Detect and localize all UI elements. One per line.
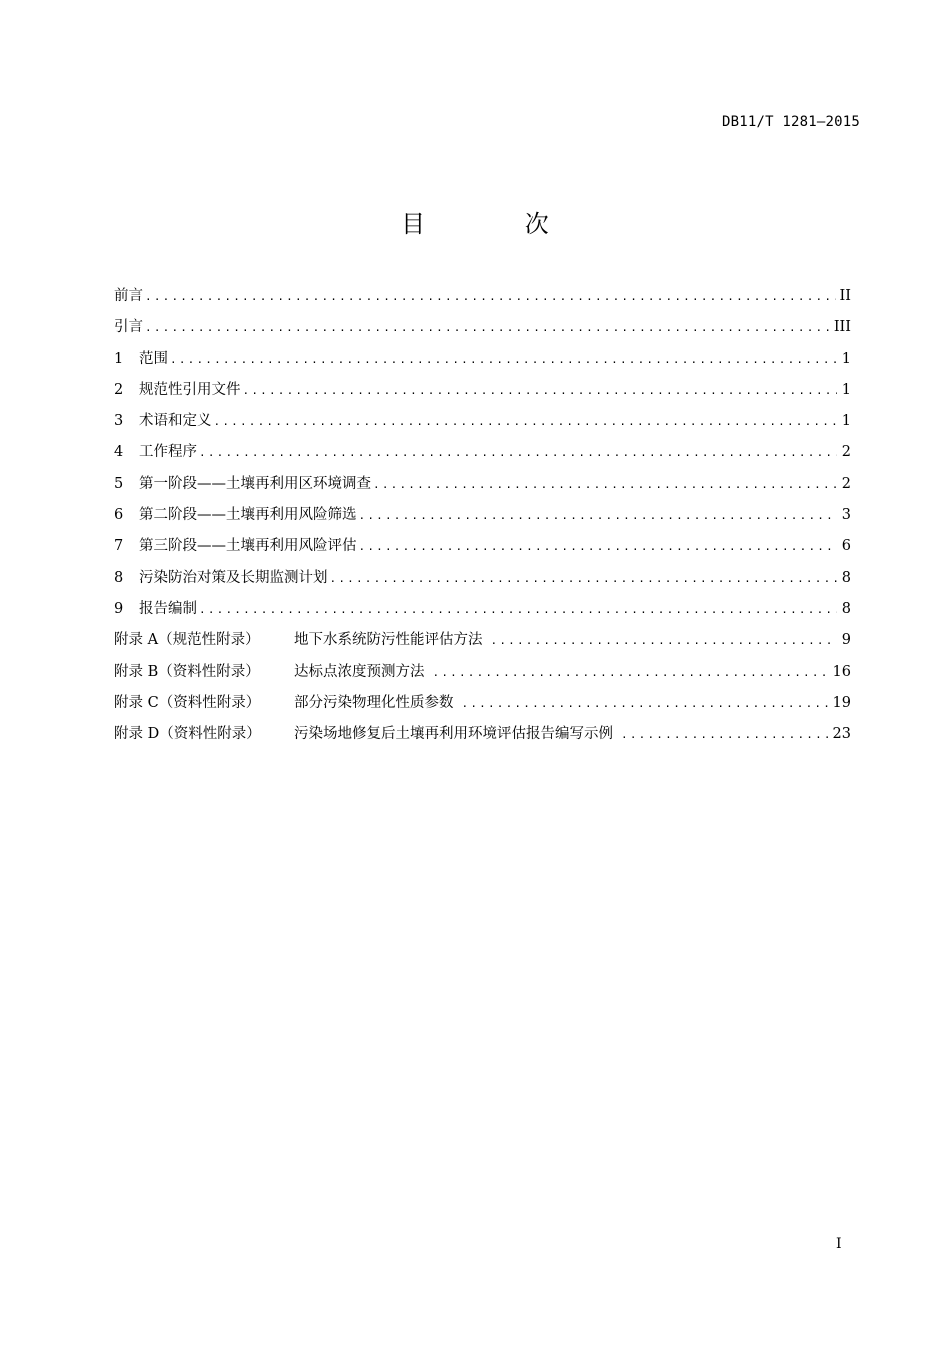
toc-appendix-prefix: 附录 B（资料性附录） [114, 663, 260, 680]
toc-entry[interactable] [114, 534, 851, 565]
toc-entry-page: 6 [841, 538, 851, 555]
toc-entry-page: II [839, 288, 851, 304]
toc-entry-label: 地下水系统防污性能评估方法 [294, 632, 483, 649]
toc-entry-page: 3 [841, 507, 851, 524]
toc-entry-number: 7 [114, 538, 124, 555]
toc-entry[interactable] [114, 566, 851, 597]
document-code: DB11/T 1281—2015 [721, 114, 860, 130]
toc-entry[interactable] [114, 378, 851, 409]
toc-entry[interactable] [114, 315, 851, 346]
toc-entry-page: 2 [841, 475, 851, 492]
toc-leader-dots [199, 446, 837, 459]
toc-entry-page: 2 [841, 444, 851, 461]
toc-entry-page: 16 [832, 663, 851, 680]
toc-entry-number: 3 [114, 413, 124, 430]
toc-appendix-prefix: 附录 C（资料性附录） [114, 694, 261, 711]
toc-leader-dots [359, 509, 838, 522]
toc-entry-number: 9 [114, 600, 124, 617]
toc-entry-label: 第三阶段——土壤再利用风险评估 [139, 538, 357, 555]
toc-entry-number: 8 [114, 569, 124, 586]
toc-entry-label: 规范性引用文件 [139, 381, 241, 398]
toc-entry-number: 6 [114, 507, 124, 524]
toc-entry-number: 5 [114, 475, 124, 492]
toc-appendix-prefix: 附录 D（资料性附录） [114, 726, 261, 743]
toc-entry-label: 部分污染物理化性质参数 [294, 694, 454, 711]
toc-leader-dots [359, 540, 838, 553]
toc-entry-page: 23 [832, 726, 851, 743]
toc-entry-number: 4 [114, 444, 124, 461]
toc-entry[interactable] [114, 597, 851, 628]
table-of-contents [114, 284, 851, 753]
toc-entry-page: 8 [841, 600, 851, 617]
toc-entry[interactable] [114, 440, 851, 471]
toc-leader-dots [491, 634, 838, 647]
toc-entry[interactable] [114, 347, 851, 378]
toc-entry-number: 2 [114, 381, 124, 398]
toc-appendix-prefix: 附录 A（规范性附录） [114, 632, 260, 649]
toc-leader-dots [145, 321, 830, 334]
toc-entry-page: 1 [841, 350, 851, 367]
toc-entry-page: 1 [841, 413, 851, 430]
toc-entry-label: 术语和定义 [139, 413, 212, 430]
toc-entry[interactable] [114, 284, 851, 315]
toc-leader-dots [462, 697, 829, 710]
toc-leader-dots [243, 384, 838, 397]
toc-entry-label: 达标点浓度预测方法 [294, 663, 425, 680]
toc-entry-number: 1 [114, 350, 124, 367]
toc-leader-dots [373, 478, 837, 491]
toc-entry-label: 前言 [114, 288, 143, 304]
toc-entry-label: 引言 [114, 319, 143, 336]
toc-entry-page: 8 [841, 569, 851, 586]
toc-leader-dots [170, 353, 837, 366]
toc-entry-page: 9 [841, 632, 851, 649]
toc-appendix-entry[interactable] [114, 691, 851, 722]
toc-appendix-entry[interactable] [114, 722, 851, 753]
toc-entry-label: 报告编制 [139, 600, 197, 617]
toc-entry-page: III [833, 319, 851, 336]
page-title: 目 次 [401, 210, 595, 238]
toc-leader-dots [621, 728, 829, 741]
toc-entry[interactable] [114, 409, 851, 440]
toc-entry-label: 污染防治对策及长期监测计划 [139, 569, 328, 586]
toc-leader-dots [199, 603, 837, 616]
toc-entry[interactable] [114, 472, 851, 503]
page-number: I [836, 1236, 842, 1252]
toc-appendix-entry[interactable] [114, 660, 851, 691]
toc-leader-dots [433, 666, 829, 679]
toc-leader-dots [145, 290, 836, 303]
toc-entry-label: 污染场地修复后土壤再利用环境评估报告编写示例 [294, 726, 613, 743]
toc-entry-label: 工作程序 [139, 444, 197, 461]
toc-entry-page: 1 [841, 381, 851, 398]
toc-leader-dots [330, 572, 838, 585]
toc-appendix-entry[interactable] [114, 628, 851, 659]
toc-entry-label: 第一阶段——土壤再利用区环境调查 [139, 475, 371, 492]
toc-leader-dots [214, 415, 838, 428]
toc-entry-label: 范围 [139, 350, 168, 367]
toc-entry[interactable] [114, 503, 851, 534]
toc-entry-label: 第二阶段——土壤再利用风险筛选 [139, 507, 357, 524]
toc-entry-page: 19 [832, 694, 851, 711]
